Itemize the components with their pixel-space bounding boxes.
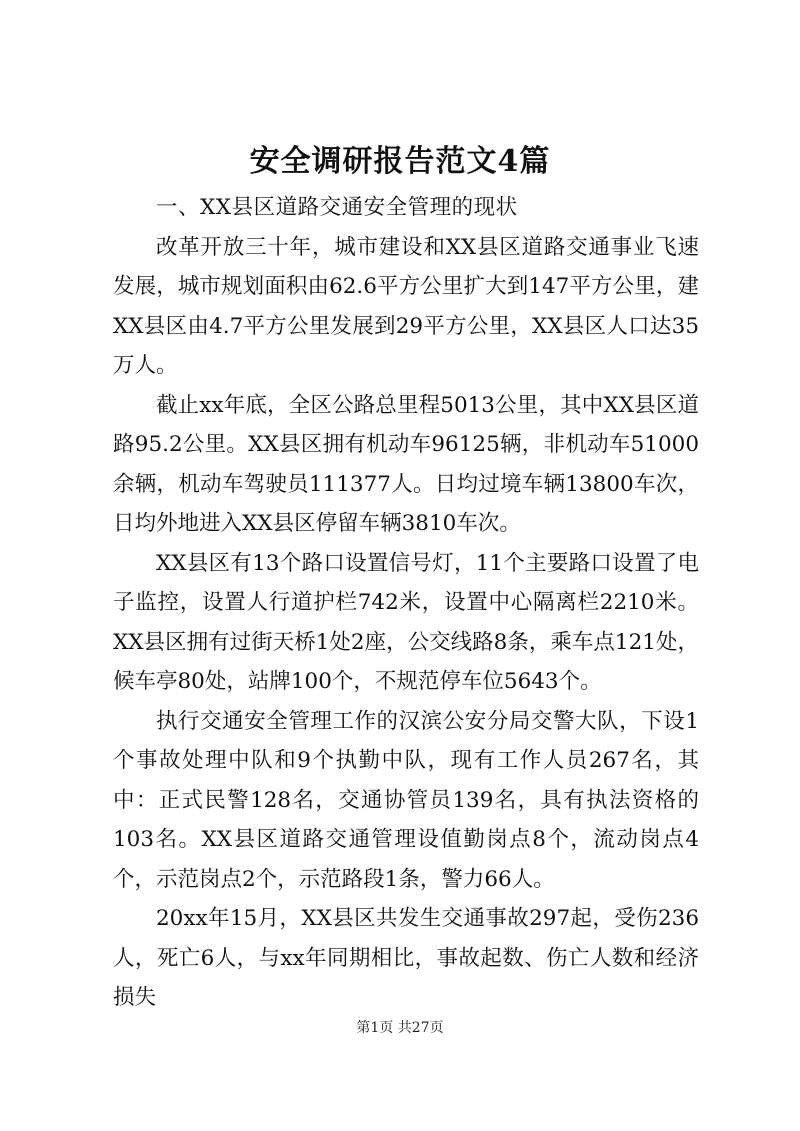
- page-number-footer: 第1页 共27页: [356, 1020, 444, 1036]
- section-heading: 一、XX县区道路交通安全管理的现状: [156, 195, 518, 220]
- paragraph-3: XX县区有13个路口设置信号灯，11个主要路口设置了电子监控，设置人行道护栏742米，设置中心隔离栏2210米。XX县区拥有过街天桥1处2座，公交线路8条，乘车点121处，候车亭80处，站牌100个，不规范停车位5643个。: [113, 550, 699, 694]
- document-body: [113, 188, 699, 1018]
- paragraph-2: 截止xx年底，全区公路总里程5013公里，其中XX县区道路95.2公里。XX县区拥有机动车96125辆，非机动车51000余辆，机动车驾驶员111377人。日均过境车辆13800车次，日均外地进入XX县区停留车辆3810车次。: [113, 392, 699, 536]
- paragraph-1: 改革开放三十年，城市建设和XX县区道路交通事业飞速发展，城市规划面积由62.6平方公里扩大到147平方公里，建XX县区由4.7平方公里发展到29平方公里，XX县区人口达35万人。: [113, 234, 699, 378]
- paragraph-4: 执行交通安全管理工作的汉滨公安分局交警大队，下设1个事故处理中队和9个执勤中队，现有工作人员267名，其中：正式民警128名，交通协管员139名，具有执法资格的103名。XX县区道路交通管理设值勤岗点8个，流动岗点4个，示范岗点2个，示范路段1条，警力66人。: [113, 708, 699, 892]
- paragraph-5: 20xx年15月，XX县区共发生交通事故297起，受伤236人，死亡6人，与xx年同期相比，事故起数、伤亡人数和经济损失: [113, 906, 699, 1010]
- document-title: 安全调研报告范文4篇: [249, 144, 551, 179]
